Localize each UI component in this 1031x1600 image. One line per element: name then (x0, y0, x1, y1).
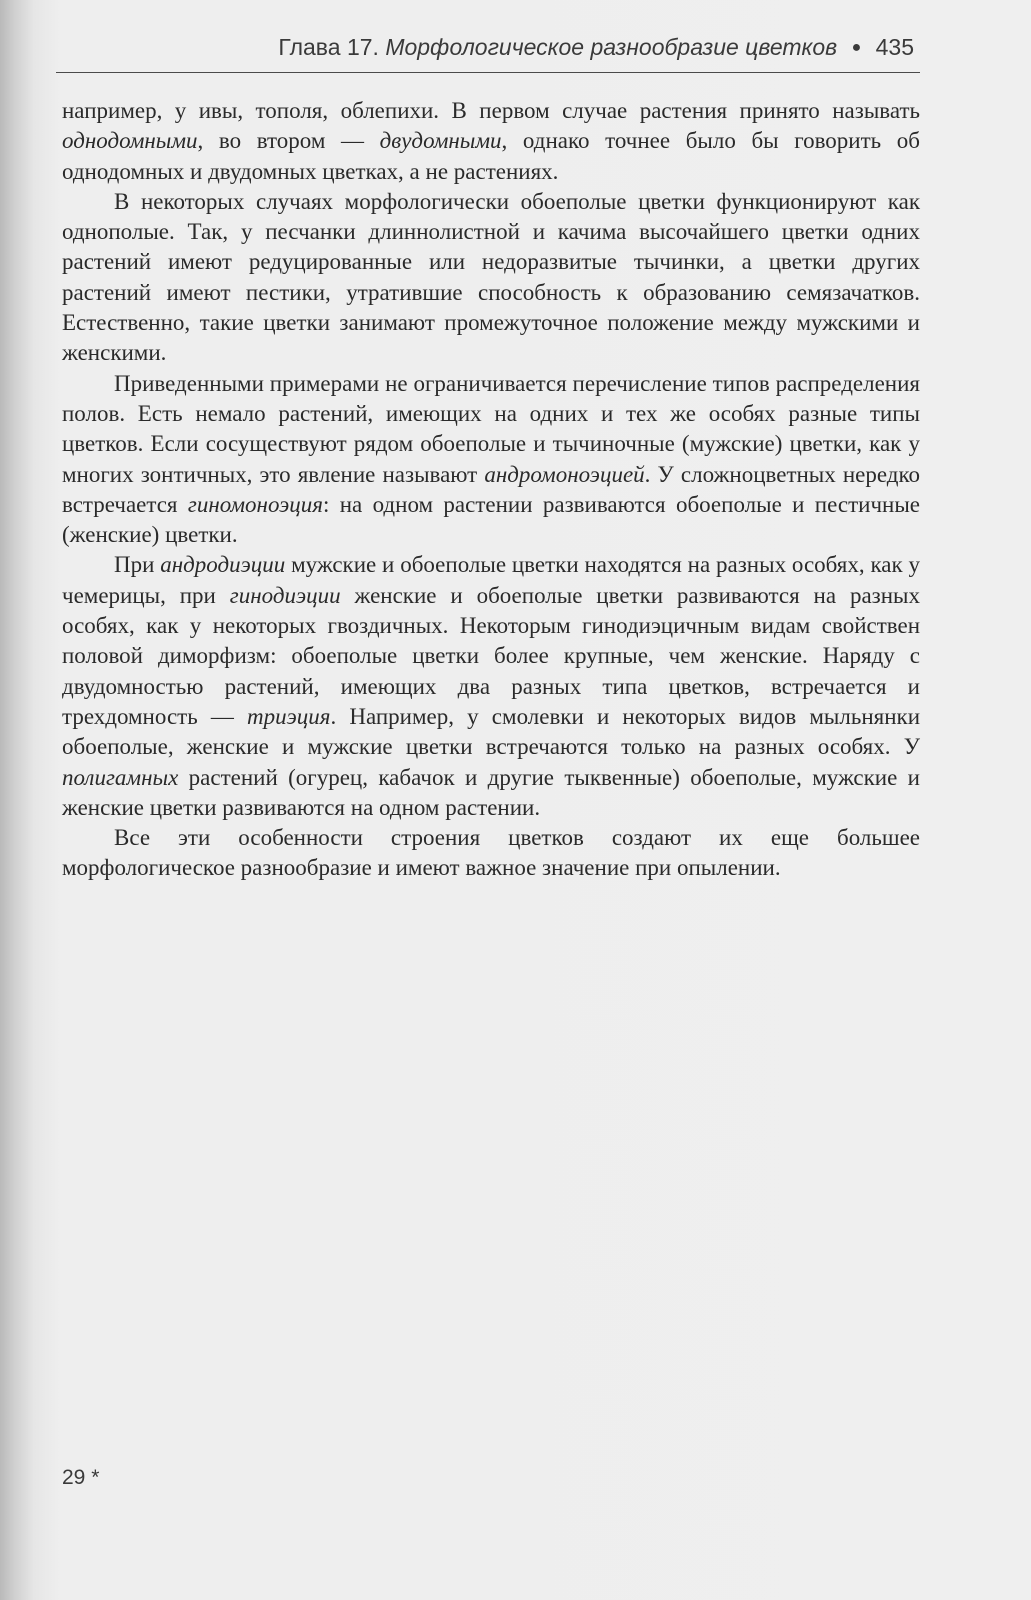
printer-signature: 29 * (62, 1466, 100, 1489)
page-header (56, 32, 920, 73)
chapter-label: Глава 17. (278, 34, 379, 60)
bullet-icon: ● (851, 39, 862, 56)
paragraph-4: При андродиэции мужские и обоеполые цветки находятся на разных особях, как у чемерицы, при гинодиэции женские и обоеполые цветки развиваются на разных особях, как у некоторых гвоздичных. Некоторым гинодиэцичным видам свойствен половой диморфизм: обоеполые цветки более крупные, чем женские. Наряду с двудомностью растений, имеющих два разных типа цветков, встречается и трехдомность — триэция. Например, у смолевки и некоторых видов мыльнянки обоеполые, женские и мужские цветки встречаются только на разных особях. У полигамных растений (огурец, кабачок и другие тыквенные) обоеполые, мужские и женские цветки развиваются на одном растении. (62, 552, 921, 820)
term-androdioecia: андродиэции (160, 552, 286, 578)
term-ginomonoecia: гиномоноэция (187, 491, 323, 517)
paragraph-3: Приведенными примерами не ограничивается перечисление типов распределения полов. Есть немало растений, имеющих на одних и тех же особях разные типы цветков. Если сосуществуют рядом обоеполые и тычиночные (мужские) цветки, как у многих зонтичных, это явление называют андромоноэцией. У сложноцветных нередко встречается гиномоноэция: на одном растении развиваются обоеполые и пестичные (женские) цветки. (62, 370, 920, 548)
term-dvudomnymi: двудомными (379, 128, 502, 154)
chapter-title: Морфологическое разнообразие цветков (385, 34, 838, 60)
paragraph-1: например, у ивы, тополя, облепихи. В первом случае растения принято называть однодомными, во втором — двудомными, однако точнее было бы говорить об однодомных и двудомных цветках, а не растениях. (62, 98, 920, 184)
running-head (278, 34, 914, 61)
paragraph-2: В некоторых случаях морфологически обоеполые цветки функционируют как однополые. Так, у песчанки длиннолистной и качима высочайшего цветки одних растений имеют редуцированные или недоразвитые тычинки, а цветки других растений имеют пестики, утратившие способность к образованию семязачатков. Естественно, такие цветки занимают промежуточное положение между мужскими и женскими. (62, 188, 920, 366)
page-number: 435 (875, 34, 914, 60)
paragraph-5: Все эти особенности строения цветков создают их еще большее морфологическое разнообразие и имеют важное значение при опылении. (62, 825, 920, 881)
term-poligamnyh: полигамных (62, 764, 179, 790)
term-trioecia: триэция (247, 703, 331, 729)
term-odnodomnymi: однодомными (62, 128, 198, 154)
term-andromonoecia: андромоноэцией (484, 461, 645, 487)
term-ginodioecia: гинодиэции (229, 582, 341, 608)
body-text (62, 96, 920, 884)
